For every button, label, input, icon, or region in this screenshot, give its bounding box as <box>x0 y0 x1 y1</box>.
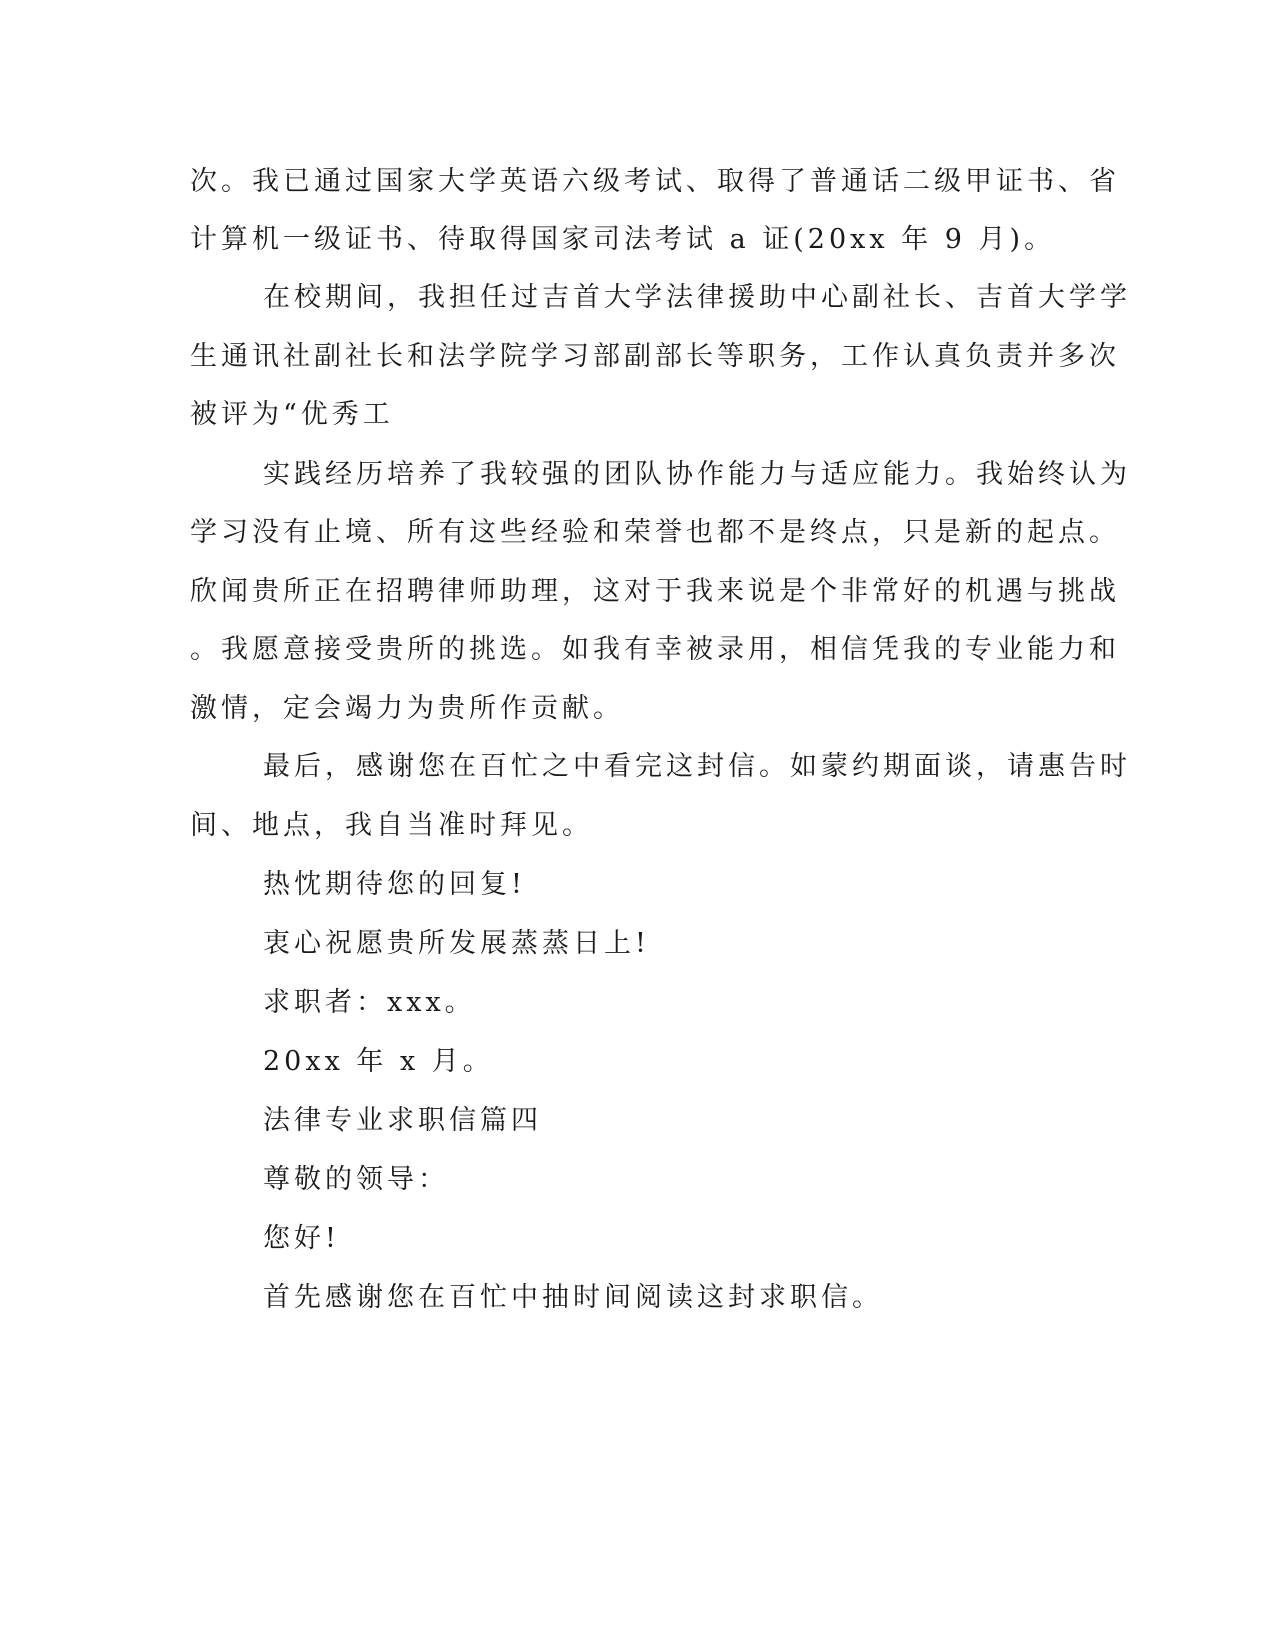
text-line: 首先感谢您在百忙中抽时间阅读这封求职信。 <box>263 1282 883 1313</box>
section-title: 法律专业求职信篇四 <box>263 1105 542 1136</box>
paragraph-start-line: 最后，感谢您在百忙之中看完这封信。如蒙约期面谈，请惠告时 <box>263 751 1131 782</box>
signature-line: 求职者：xxx。 <box>263 987 476 1018</box>
text-line: 欣闻贵所正在招聘律师助理，这对于我来说是个非常好的机遇与挑战 <box>190 576 1120 607</box>
salutation-line: 尊敬的领导： <box>263 1164 449 1195</box>
text-line: 被评为“优秀工 <box>190 399 394 430</box>
text-line: 计算机一级证书、待取得国家司法考试 a 证(20xx 年 9 月)。 <box>190 224 1056 255</box>
closing-line: 热忱期待您的回复! <box>263 869 526 900</box>
greeting-line: 您好! <box>263 1223 340 1254</box>
text-line: 。我愿意接受贵所的挑选。如我有幸被录用，相信凭我的专业能力和 <box>190 634 1120 665</box>
closing-line: 衷心祝愿贵所发展蒸蒸日上! <box>263 928 650 959</box>
text-line: 激情，定会竭力为贵所作贡献。 <box>190 693 624 724</box>
text-line: 间、地点，我自当准时拜见。 <box>190 810 593 841</box>
text-line: 次。我已通过国家大学英语六级考试、取得了普通话二级甲证书、省 <box>190 166 1120 197</box>
date-line: 20xx 年 x 月。 <box>263 1046 494 1077</box>
text-line: 学习没有止境、所有这些经验和荣誉也都不是终点，只是新的起点。 <box>190 517 1120 548</box>
paragraph-start-line: 实践经历培养了我较强的团队协作能力与适应能力。我始终认为 <box>263 459 1131 490</box>
paragraph-start-line: 在校期间，我担任过吉首大学法律援助中心副社长、吉首大学学 <box>263 282 1131 313</box>
text-line: 生通讯社副社长和法学院学习部副部长等职务，工作认真负责并多次 <box>190 341 1120 372</box>
